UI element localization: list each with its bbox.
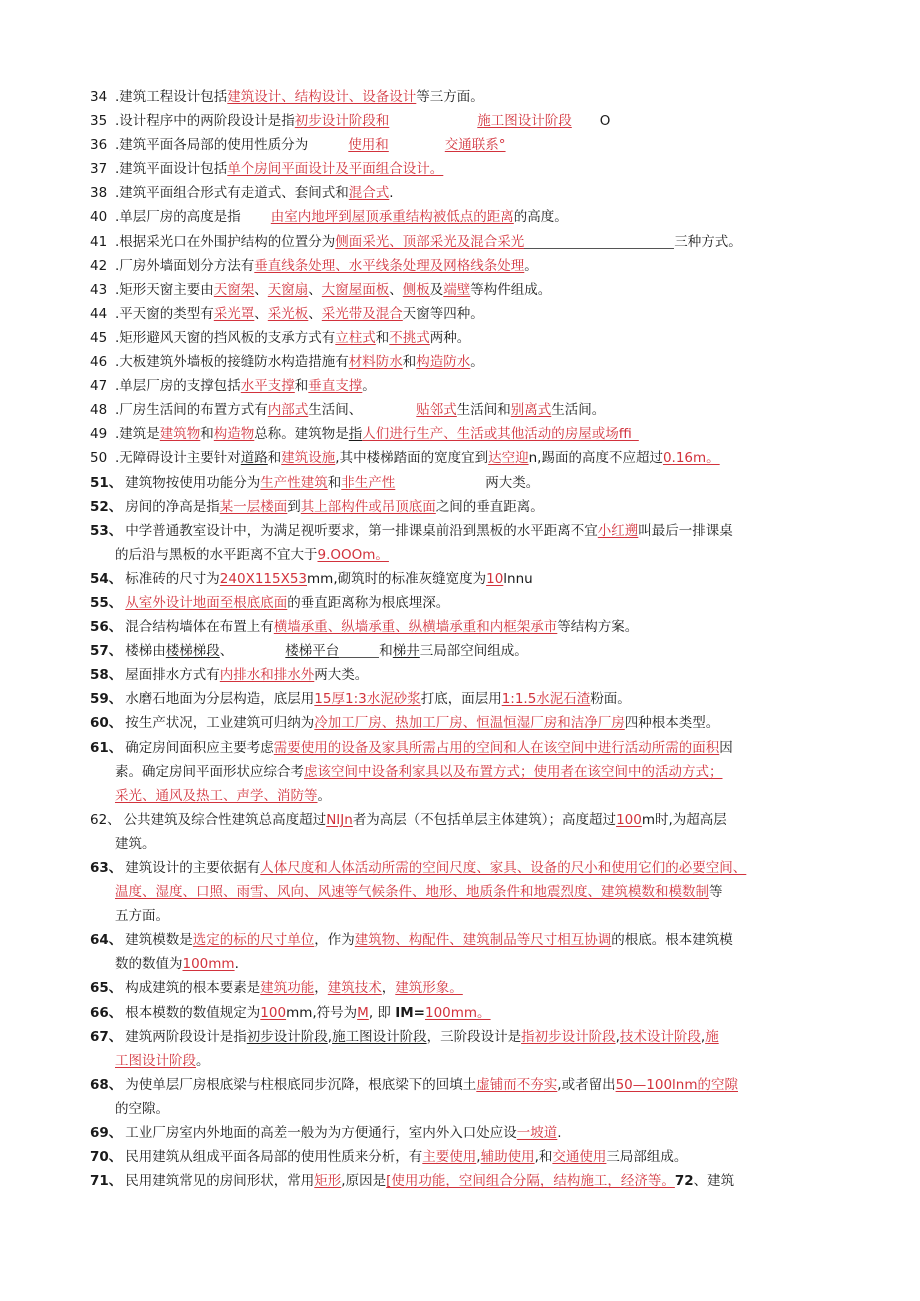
underlined-text: 指 — [348, 426, 363, 443]
question-number: 41 — [90, 233, 108, 250]
question-text: .建筑平面设计包括 — [115, 161, 228, 178]
question-number: 61、 — [90, 739, 123, 756]
answer-text: 其上部构件或吊顶底面 — [300, 498, 436, 515]
question-text: 因 — [719, 739, 733, 756]
question-text: 、 — [254, 281, 268, 298]
question-number: 44 — [90, 305, 108, 322]
answer-text: 不挑式 — [389, 329, 430, 346]
question-text: 工业厂房室内外地面的高差一般为为方便通行，室内外入口处应设 — [125, 1125, 517, 1142]
question-line — [90, 880, 830, 904]
question-text: .无障碍设计主要针对 — [115, 450, 241, 467]
question-text: , — [700, 1028, 706, 1045]
question-line — [90, 519, 830, 543]
answer-text: 交通使用 — [552, 1149, 607, 1166]
question-number: 66、 — [90, 1004, 123, 1021]
question-text: 的空隙。 — [115, 1100, 169, 1117]
question-text: 和 — [294, 378, 309, 395]
question-text: .矩形避风天窗的挡风板的支承方式有 — [115, 329, 336, 346]
question-text: .矩形天窗主要由 — [115, 281, 214, 298]
answer-text: 工图设计阶段 — [115, 1052, 196, 1069]
question-text: ，作为 — [314, 932, 355, 949]
answer-text: 虚铺而不夯实 — [476, 1076, 558, 1093]
question-line — [90, 157, 830, 181]
underlined-text: 楼梯梯段 — [165, 643, 220, 660]
question-line — [90, 278, 830, 302]
answer-text: 100 — [260, 1004, 287, 1021]
question-text: 构成建筑的根本要素是 — [125, 980, 261, 997]
question-text: 和 — [402, 354, 417, 371]
question-text: 。 — [470, 354, 484, 371]
question-line — [90, 615, 830, 639]
answer-text: 达空迎 — [488, 450, 529, 467]
question-number: 47 — [90, 378, 108, 395]
question-text: 者为高层（不包括单层主体建筑）；高度超过 — [352, 811, 617, 828]
question-text: 五方面。 — [115, 908, 169, 925]
question-number: 34 — [90, 89, 108, 105]
question-text: 和 — [375, 329, 390, 346]
question-number: 52、 — [90, 498, 123, 515]
question-text: , — [327, 1028, 333, 1045]
question-text: 的垂直距离称为根底埋深。 — [287, 594, 450, 611]
answer-text: 端壁 — [443, 281, 471, 298]
question-text: 三局部空间组成。 — [419, 643, 528, 660]
question-text: 建筑两阶段设计是指 — [125, 1028, 247, 1045]
answer-text: 人体尺度和人体活动所需的空间尺度、家具、设备的尺小和使用它们的必要空间、 — [260, 860, 747, 876]
answer-text: 交通联系° — [444, 137, 506, 154]
question-text: 屋面排水方式有 — [125, 667, 220, 684]
question-line — [90, 856, 830, 880]
question-text: ,或者留出 — [557, 1076, 616, 1093]
question-text: 生活间和 — [456, 402, 511, 419]
question-text: 确定房间面积应主要考虑 — [125, 739, 274, 756]
answer-text: 矩形 — [314, 1173, 342, 1190]
question-line — [90, 374, 830, 398]
question-text: 生活间。 — [551, 402, 606, 419]
answer-text: 生产性建筑 — [260, 474, 328, 491]
underlined-text: 梯井 — [392, 643, 420, 660]
question-line — [90, 639, 830, 663]
question-text: .大板建筑外墙板的接缝防水构造措施有 — [115, 354, 349, 371]
question-number: 56、 — [90, 619, 123, 636]
question-text: .单层厂房的支撑包括 — [115, 378, 241, 395]
question-line — [90, 832, 830, 856]
answer-text: 别离式 — [510, 402, 552, 419]
answer-text: 大窗屋面板 — [321, 281, 390, 298]
answer-text: 天窗架 — [213, 281, 255, 298]
answer-text: M — [357, 1004, 369, 1021]
question-text: 和 — [200, 426, 214, 443]
answer-text: 建筑技术 — [327, 980, 382, 997]
question-line — [90, 760, 830, 784]
question-text: 两种。 — [429, 329, 471, 346]
question-text: 为使单层厂房根底梁与柱根底同步沉降，根底梁下的回填土 — [125, 1076, 477, 1093]
question-text: mm,符号为 — [286, 1004, 358, 1021]
answer-text: 100mm。 — [424, 1004, 491, 1021]
question-line — [90, 711, 830, 735]
question-text: 四种根本类型。 — [624, 715, 720, 732]
question-number: 60、 — [90, 715, 123, 732]
question-text: , — [476, 1149, 481, 1166]
answer-text: 从室外设计地面至根底底面 — [125, 594, 288, 611]
question-text: 。 — [317, 787, 331, 804]
question-text: 素。确定房间平面形状应综合考 — [115, 763, 304, 780]
question-number: 48 — [90, 402, 108, 419]
question-text: 叫最后一排课桌 — [638, 522, 733, 539]
question-text: 之间的垂直距离。 — [435, 498, 544, 515]
question-number: 35 — [90, 113, 108, 130]
question-text: 水磨石地面为分层构造，底层用 — [125, 691, 315, 708]
question-number: 65、 — [90, 980, 123, 997]
question-text: 的后沿与黑板的水平距离不宜大于 — [115, 546, 318, 563]
answer-text: 立柱式 — [335, 329, 376, 346]
question-text: 和 — [327, 474, 342, 491]
question-text: 到 — [287, 498, 301, 515]
question-text: 建筑模数是 — [125, 932, 193, 949]
question-text: 民用建筑从组成平面各局部的使用性质来分析，有 — [125, 1149, 423, 1166]
answer-text: 辅助使用 — [480, 1149, 535, 1166]
question-number: 57、 — [90, 643, 123, 660]
question-text: .平天窗的类型有 — [115, 305, 214, 322]
question-text: 、 — [219, 643, 234, 660]
question-line — [90, 1121, 830, 1145]
question-text: 和 — [267, 450, 282, 467]
answer-text: 单个房间平面设计及平面组合设计。 — [227, 161, 444, 178]
question-text: 三种方式。 — [674, 233, 742, 250]
answer-text: 采光罩 — [213, 305, 255, 322]
question-line — [90, 350, 830, 374]
question-text: 及 — [429, 281, 444, 298]
answer-text: 采光、通风及热工、声学、消防等 — [115, 787, 318, 804]
question-number: 45 — [90, 329, 108, 346]
question-text: 打底，面层用 — [420, 691, 502, 708]
question-text: 中学普通教室设计中，为满足视听要求，第一排课桌前沿到黑板的水平距离不宜 — [125, 522, 598, 539]
question-text: 。 — [362, 378, 376, 395]
question-text: .建筑工程设计包括 — [115, 89, 228, 105]
question-number: 38 — [90, 185, 108, 202]
question-text: 等结构方案。 — [557, 619, 639, 636]
question-line — [90, 808, 830, 832]
question-number: 62、 — [90, 811, 121, 828]
answer-text: 垂直线条处理、水平线条处理及网格线条处理 — [254, 257, 525, 274]
question-text: 等构件组成。 — [470, 281, 552, 298]
question-text: n,踢面的高度不应超过 — [528, 450, 663, 467]
question-text: .根据采光口在外围护结构的位置分为 — [115, 233, 336, 250]
question-text: mm,砌筑时的标准灰缝宽度为 — [307, 570, 487, 587]
question-text: 按生产状况，工业建筑可归纳为 — [125, 715, 315, 732]
question-text: ,其中楼梯踏面的宽度宜到 — [335, 450, 489, 467]
question-line — [90, 446, 830, 470]
question-number: 54、 — [90, 570, 123, 587]
answer-text: 采光板 — [267, 305, 309, 322]
question-line — [90, 1073, 830, 1097]
underlined-text: 道路 — [240, 450, 268, 467]
answer-text: 构造防水 — [416, 354, 471, 371]
question-text: ， — [314, 980, 328, 997]
answer-text: 虑该空间中设备利家具以及布置方式；使用者在该空间中的活动方式； — [304, 763, 723, 780]
answer-text: 温度、湿度、口照、雨雪、风向、风速等气候条件、地形、地质条件和地震烈度、建筑模数和模数制 — [115, 884, 709, 901]
answer-text: 10 — [486, 570, 504, 587]
question-line — [90, 784, 830, 808]
question-text: 、建筑 — [693, 1173, 735, 1190]
answer-text: 选定的标的尺寸单位 — [192, 932, 315, 949]
question-line — [90, 591, 830, 615]
question-text: 等三方面。 — [416, 89, 484, 105]
answer-text: 水平支撑 — [240, 378, 295, 395]
answer-text: 小红遡 — [597, 522, 639, 539]
question-text: m时,为超高层 — [641, 811, 727, 828]
answer-text: 建筑设计、结构设计、设备设计 — [227, 89, 417, 105]
answer-text: 侧板 — [402, 281, 430, 298]
question-line — [90, 1001, 830, 1025]
answer-text: 材料防水 — [348, 354, 403, 371]
question-line — [90, 254, 830, 278]
question-text: .建筑平面各局部的使用性质分为 — [115, 137, 309, 154]
question-text: ,和 — [534, 1149, 553, 1166]
question-line — [90, 471, 830, 495]
question-text: .厂房外墙面划分方法有 — [115, 257, 255, 274]
question-text: 公共建筑及综合性建筑总高度超过 — [123, 811, 327, 828]
question-text: 建筑物按使用功能分为 — [125, 474, 261, 491]
answer-text: 指初步设计阶段 — [521, 1028, 616, 1045]
answer-text: 天窗扇 — [267, 281, 309, 298]
question-line — [90, 1169, 830, 1193]
answer-text: 构造物 — [213, 426, 255, 443]
question-text: ,原因是 — [341, 1173, 387, 1190]
question-line — [90, 422, 830, 446]
question-text: 。 — [524, 257, 538, 274]
answer-text: 横墙承重、纵墙承重、纵横墙承重和内框架承市 — [273, 619, 558, 636]
answer-text: 一坡道 — [516, 1125, 558, 1142]
answer-text: 100mm — [182, 956, 235, 973]
question-text: 数的数值为 — [115, 956, 183, 973]
answer-text: 50—100lnm的空隙 — [615, 1076, 738, 1093]
question-line — [90, 181, 830, 205]
answer-text: 人们进行生产、生活或其他活动的房屋或场ffi_ — [362, 426, 639, 443]
answer-text: 建筑功能 — [260, 980, 315, 997]
question-number: 55、 — [90, 594, 123, 611]
question-text: , — [615, 1028, 620, 1045]
question-line — [90, 302, 830, 326]
question-number: 42 — [90, 257, 108, 274]
answer-text: 垂直支撑 — [308, 378, 363, 395]
question-text: 、 — [308, 305, 322, 322]
question-line — [90, 928, 830, 952]
answer-text: 主要使用 — [422, 1149, 477, 1166]
bold-text: IM= — [395, 1004, 425, 1021]
question-number: 50 — [90, 450, 108, 467]
answer-text: 侧面采光、顶部采光及混合采光 — [335, 233, 525, 250]
question-text: 。 — [196, 1052, 210, 1069]
question-line — [90, 85, 830, 109]
question-number: 69、 — [90, 1125, 123, 1142]
question-text: 和 — [379, 643, 393, 660]
question-line — [90, 663, 830, 687]
question-text: 总称。建筑物是 — [254, 426, 349, 443]
question-line — [90, 687, 830, 711]
answer-text: 由室内地坪到屋顶承重结构被低点的距离 — [270, 209, 514, 226]
answer-text: 100 — [616, 811, 642, 828]
answer-text: 使用和 — [348, 137, 389, 154]
question-line — [90, 543, 830, 567]
question-list — [90, 85, 830, 1193]
question-text: .厂房生活间的布置方式有 — [115, 402, 268, 419]
answer-text: 15厚1:3水泥砂浆 — [314, 691, 421, 708]
question-text: .设计程序中的两阶段设计是指 — [115, 113, 295, 130]
question-text: O — [599, 113, 611, 130]
underlined-text: 楼梯平台 — [285, 643, 340, 660]
question-text: ，三阶段设计是 — [426, 1028, 522, 1045]
question-text: 两大类。 — [485, 474, 540, 491]
answer-text: 技术设计阶段 — [619, 1028, 701, 1045]
question-text: 、 — [254, 305, 268, 322]
answer-text: 施 — [705, 1028, 719, 1045]
question-text: 生活间、 — [308, 402, 363, 419]
answer-text: 非生产性 — [341, 474, 396, 491]
question-text: 的根底。根本建筑模 — [611, 932, 733, 949]
question-text: 房间的净高是指 — [125, 498, 220, 515]
question-number: 67、 — [90, 1028, 123, 1045]
question-line — [90, 230, 830, 254]
question-text: . — [234, 956, 239, 973]
question-number: 64、 — [90, 932, 123, 949]
answer-text: 初步设计阶段和 — [294, 113, 390, 130]
question-text: , 即 — [368, 1004, 396, 1021]
question-number: 68、 — [90, 1076, 123, 1093]
question-number: 46 — [90, 354, 108, 371]
question-line — [90, 1025, 830, 1049]
question-line — [90, 205, 830, 229]
answer-text: 冷加工厂房、热加工厂房、恒温恒湿厂房和洁净厂房 — [314, 715, 625, 732]
question-number: 36 — [90, 137, 108, 154]
question-line — [90, 1049, 830, 1073]
answer-text: NIJn — [326, 811, 353, 828]
question-text: .建筑是 — [115, 426, 160, 443]
answer-text: 建筑形象。 — [395, 980, 463, 997]
bold-text: 72 — [674, 1173, 694, 1190]
question-line — [90, 1097, 830, 1121]
question-line — [90, 133, 830, 157]
underlined-text: 施工图设计阶段 — [332, 1028, 427, 1045]
question-number: 43 — [90, 281, 108, 298]
question-text: 、 — [389, 281, 403, 298]
question-text: 建筑设计的主要依据有 — [125, 860, 261, 876]
question-number: 71、 — [90, 1173, 123, 1190]
answer-text: 建筑物、构配件、建筑制品等尺寸相互协调 — [354, 932, 612, 949]
question-text: 三局部组成。 — [606, 1149, 688, 1166]
answer-text: 某一层楼面 — [219, 498, 288, 515]
answer-text: 1:1.5水泥石渣 — [501, 691, 591, 708]
blank-space — [524, 234, 674, 249]
question-text: 根本模数的数值规定为 — [125, 1004, 261, 1021]
answer-text: 240X115X53 — [219, 570, 308, 587]
question-line — [90, 952, 830, 976]
question-line — [90, 736, 830, 760]
blank-space — [339, 643, 379, 658]
question-line — [90, 495, 830, 519]
answer-text: 需要使用的设备及家具所需占用的空间和人在该空间中进行活动所需的面积 — [273, 739, 720, 756]
question-text: . — [389, 185, 394, 202]
question-line — [90, 976, 830, 1000]
question-number: 49 — [90, 426, 108, 443]
question-text: 民用建筑常见的房间形状，常用 — [125, 1173, 315, 1190]
question-text: 两大类。 — [314, 667, 369, 684]
answer-text: 建筑设施 — [281, 450, 336, 467]
question-line — [90, 904, 830, 928]
question-text: 天窗等四种。 — [402, 305, 484, 322]
question-text: . — [557, 1125, 562, 1142]
question-line — [90, 1145, 830, 1169]
answer-text: 施工图设计阶段 — [477, 113, 572, 130]
answer-text: 贴邻式 — [416, 402, 457, 419]
answer-text: [使用功能，空间组合分隔，结构施工，经济等。 — [386, 1173, 675, 1190]
question-line — [90, 398, 830, 422]
question-text: 、 — [308, 281, 322, 298]
question-number: 59、 — [90, 691, 123, 708]
answer-text: 内部式 — [267, 402, 309, 419]
question-text: 建筑。 — [115, 835, 156, 852]
question-text: 楼梯由 — [125, 643, 166, 660]
answer-text: 9.OOOm。 — [317, 546, 389, 563]
question-line — [90, 109, 830, 133]
question-number: 37 — [90, 161, 108, 178]
answer-text: 混合式 — [348, 185, 390, 202]
question-text: 粉面。 — [590, 691, 631, 708]
question-text: 标准砖的尺寸为 — [125, 570, 220, 587]
question-number: 40 — [90, 209, 108, 226]
question-number: 53、 — [90, 522, 123, 539]
question-number: 51、 — [90, 474, 123, 491]
question-text: 的高度。 — [513, 209, 568, 226]
question-number: 63、 — [90, 860, 123, 876]
question-line — [90, 567, 830, 591]
question-number: 70、 — [90, 1149, 123, 1166]
question-line — [90, 326, 830, 350]
answer-text: 内排水和排水外 — [219, 667, 315, 684]
question-text: ， — [381, 980, 396, 997]
answer-text: 采光带及混合 — [321, 305, 403, 322]
answer-text: 0.16m。 — [662, 450, 720, 467]
question-text: 混合结构墙体在布置上有 — [125, 619, 274, 636]
question-text: .建筑平面组合形式有走道式、套间式和 — [115, 185, 349, 202]
answer-text: 建筑物 — [159, 426, 201, 443]
question-text: lnnu — [503, 570, 533, 587]
underlined-text: 初步设计阶段 — [246, 1028, 328, 1045]
question-number: 58、 — [90, 667, 123, 684]
question-text: .单层厂房的高度是指 — [115, 209, 241, 226]
question-text: 等 — [709, 884, 723, 901]
